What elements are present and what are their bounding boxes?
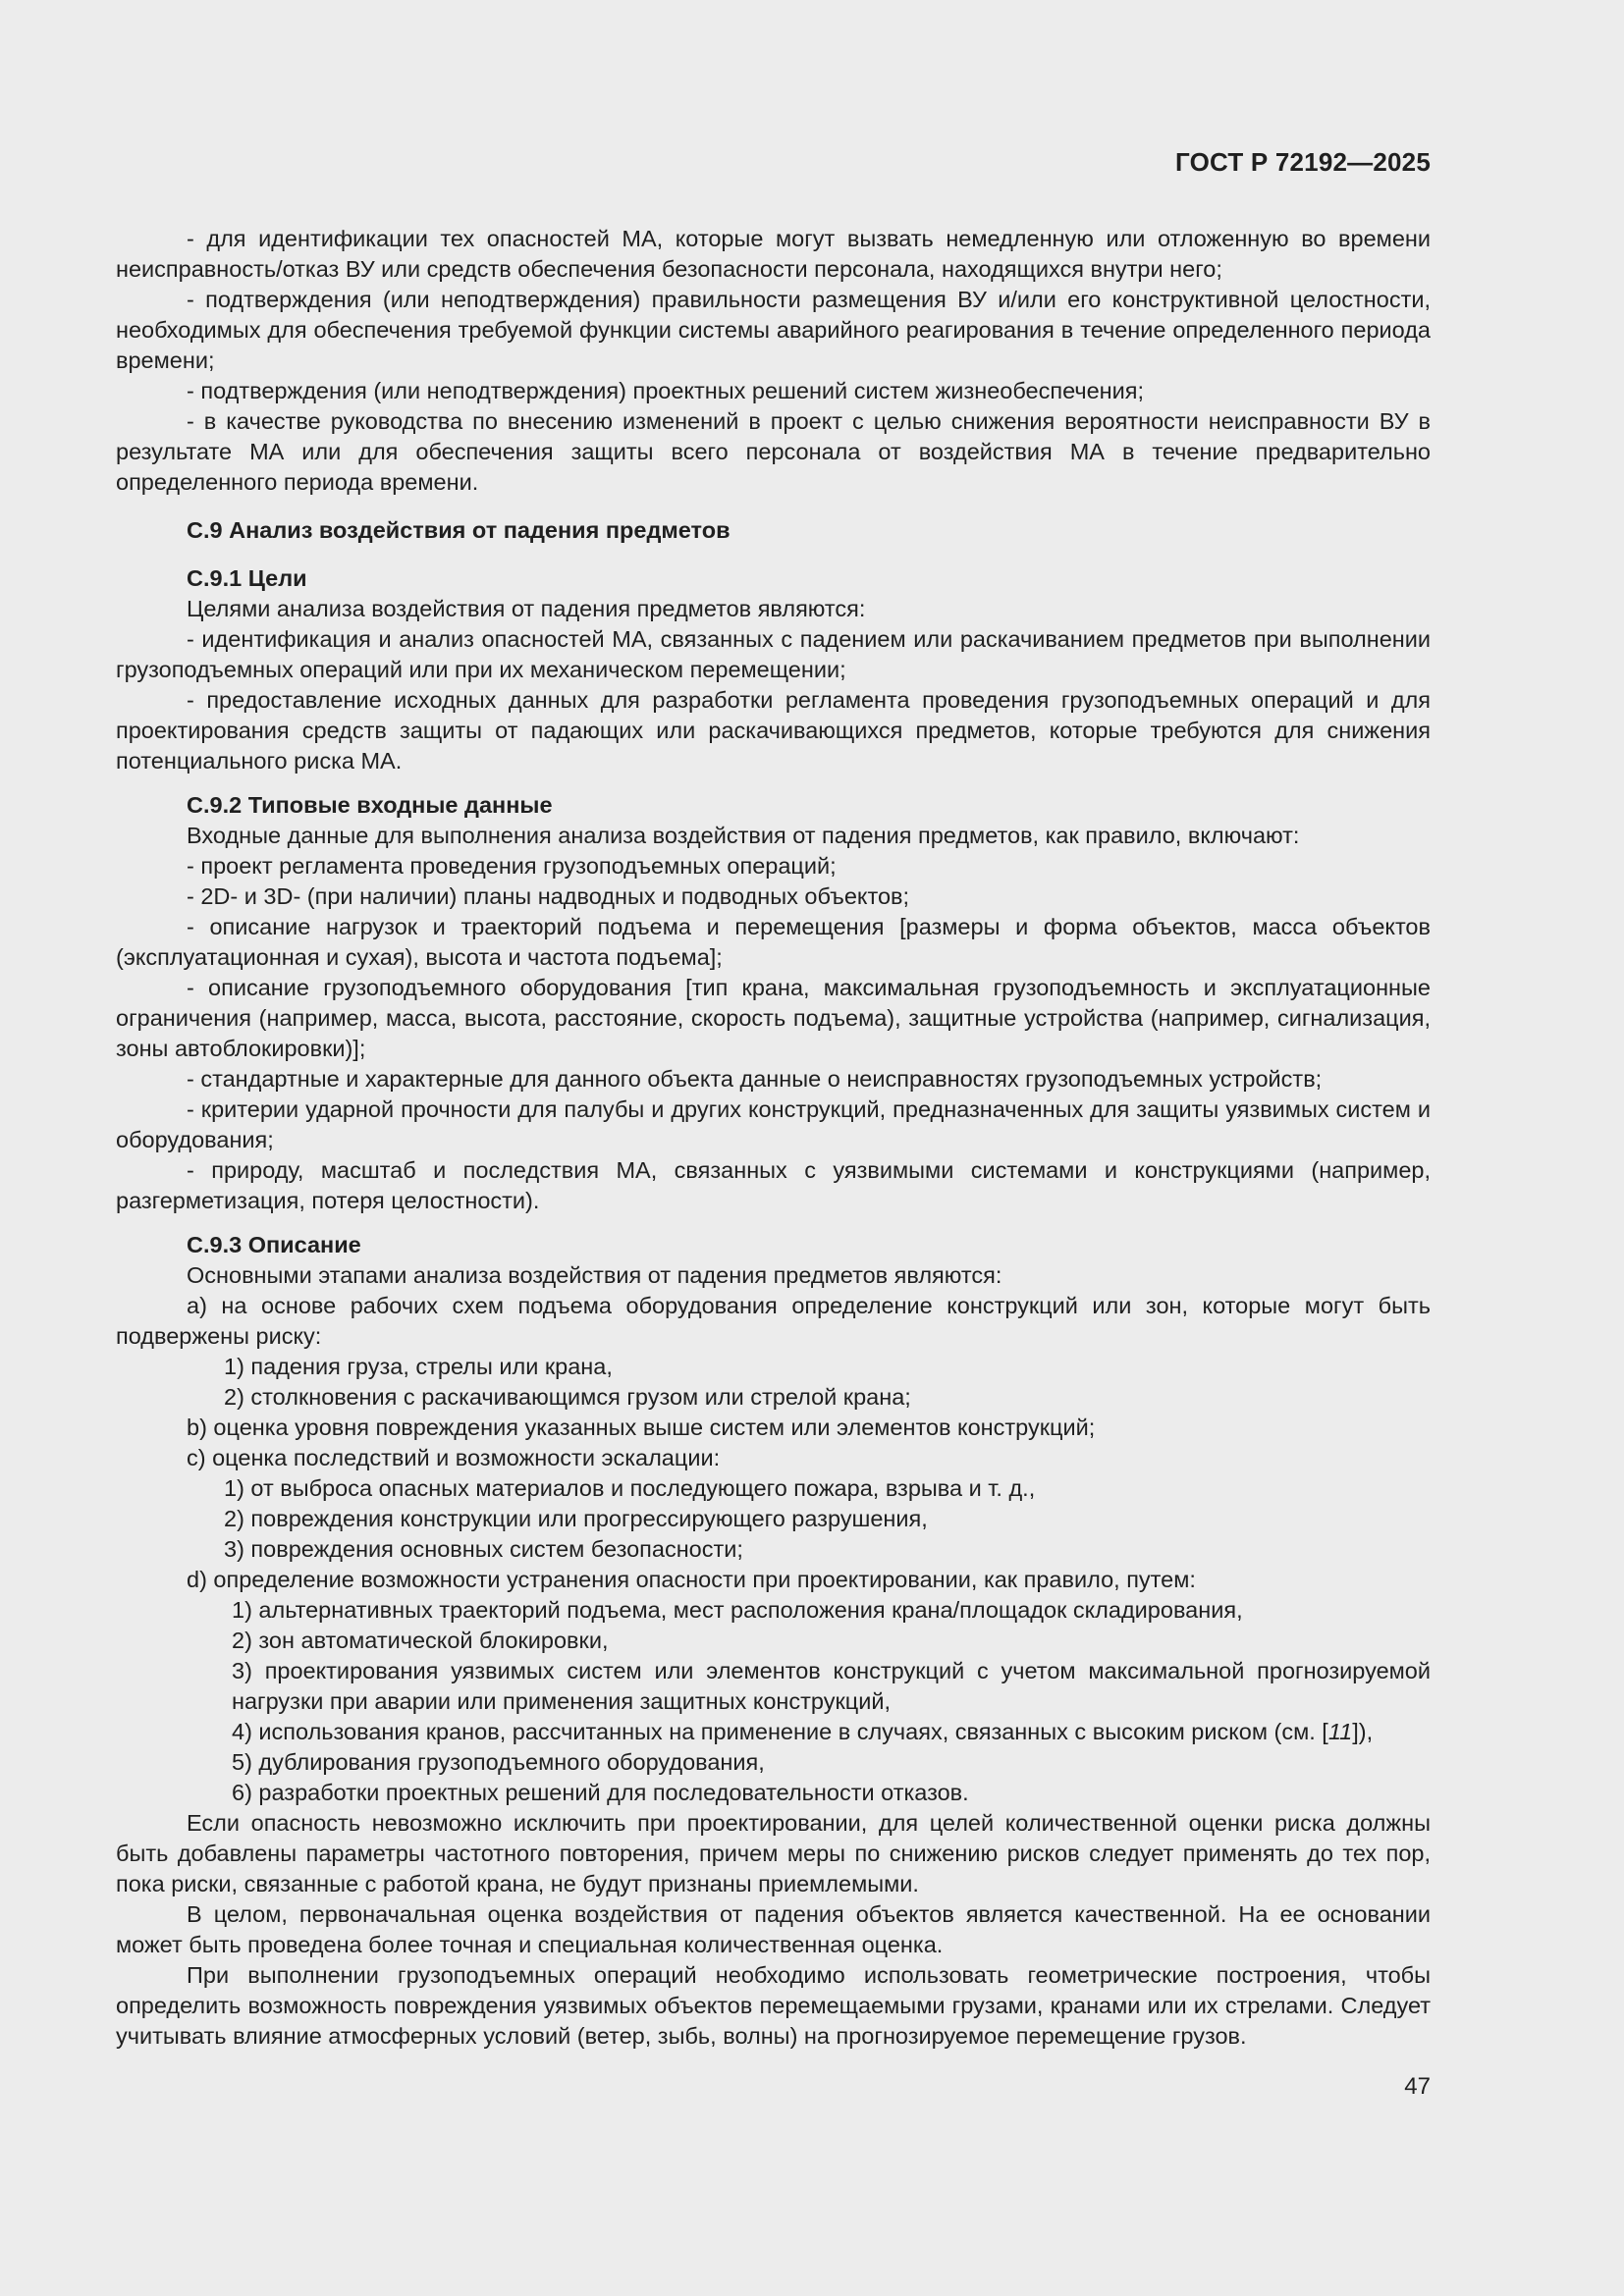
c93-step-c: с) оценка последствий и возможности эскалации: [187, 1445, 721, 1470]
c92-list-item: - критерии ударной прочности для палубы и других конструкций, предназначенных для защиты уязвимых систем и оборудования; [116, 1096, 1431, 1152]
document-code: ГОСТ Р 72192—2025 [1175, 147, 1431, 177]
c93-step-c-subitem: 1) от выброса опасных материалов и последующего пожара, взрыва и т. д., [224, 1475, 1036, 1501]
intro-list-item: - подтверждения (или неподтверждения) правильности размещения ВУ и/или его конструктивной целостности, необходимых для обеспечения требуемой функции системы аварийного реагирования в течение определенного периода времени; [116, 287, 1431, 373]
intro-list-item: - подтверждения (или неподтверждения) проектных решений систем жизнеобеспечения; [187, 378, 1145, 403]
c93-lead: Основными этапами анализа воздействия от падения предметов являются: [187, 1262, 1002, 1288]
c92-list-item: - стандартные и характерные для данного объекта данные о неисправностях грузоподъемных устройств; [187, 1066, 1323, 1092]
c93-step-d-subitem-4 [116, 1717, 1431, 1747]
c92-list-item: - описание грузоподъемного оборудования [тип крана, максимальная грузоподъемность и эксплуатационные ограничения (например, масса, высота, расстояние, скорость подъема), защитные устройства (например, сигнализация, зоны автоблокировки)]; [116, 975, 1431, 1061]
c92-list-item: - природу, масштаб и последствия МА, связанных с уязвимыми системами и конструкциями (например, разгерметизация, потеря целостности). [116, 1157, 1431, 1213]
page-body [116, 224, 1431, 2052]
c92-list-item: - 2D- и 3D- (при наличии) планы надводных и подводных объектов; [187, 883, 910, 909]
c93-step-a: а) на основе рабочих схем подъема оборудования определение конструкций или зон, которые могут быть подвержены риску: [116, 1293, 1431, 1349]
intro-list-item: - в качестве руководства по внесению изменений в проект с целью снижения вероятности неисправности ВУ в результате МА или для обеспечения защиты всего персонала от воздействия МА в течение предварительно определенного периода времени. [116, 408, 1431, 495]
d4-text-end: ]), [1352, 1719, 1374, 1744]
c91-list-item: - идентификация и анализ опасностей МА, связанных с падением или раскачиванием предметов при выполнении грузоподъемных операций или при их механическом перемещении; [116, 626, 1431, 682]
c93-step-a-subitem: 1) падения груза, стрелы или крана, [224, 1354, 613, 1379]
section-heading-c91: С.9.1 Цели [187, 565, 307, 591]
section-heading-c92: С.9.2 Типовые входные данные [187, 792, 553, 818]
c93-step-c-subitem: 2) повреждения конструкции или прогрессирующего разрушения, [224, 1506, 928, 1531]
page-number: 47 [1404, 2073, 1431, 2100]
section-heading-c93: С.9.3 Описание [187, 1232, 361, 1257]
c93-step-d-subitem: 3) проектирования уязвимых систем или элементов конструкций с учетом максимальной прогнозируемой нагрузки при аварии или применения защитных конструкций, [232, 1658, 1431, 1714]
bibliography-reference[interactable]: 11 [1327, 1719, 1353, 1744]
c92-list-item: - описание нагрузок и траекторий подъема и перемещения [размеры и форма объектов, масса объектов (эксплуатационная и сухая), высота и частота подъема]; [116, 914, 1431, 970]
c93-step-c-subitem: 3) повреждения основных систем безопасности; [224, 1536, 743, 1562]
c93-paragraph: При выполнении грузоподъемных операций необходимо использовать геометрические построения, чтобы определить возможность повреждения уязвимых объектов перемещаемыми грузами, кранами или их стрелами. Следует учитывать влияние атмосферных условий (ветер, зыбь, волны) на прогнозируемое перемещение грузов. [116, 1962, 1431, 2049]
c93-step-a-subitem: 2) столкновения с раскачивающимся грузом или стрелой крана; [224, 1384, 911, 1410]
c93-step-b: b) оценка уровня повреждения указанных выше систем или элементов конструкций; [187, 1415, 1096, 1440]
c92-lead: Входные данные для выполнения анализа воздействия от падения предметов, как правило, включают: [187, 823, 1300, 848]
section-heading-c9: С.9 Анализ воздействия от падения предметов [187, 517, 731, 543]
c93-step-d-subitem: 2) зон автоматической блокировки, [232, 1628, 609, 1653]
d4-text-start: 4) использования кранов, рассчитанных на применение в случаях, связанных с высоким риском (см. [ [232, 1719, 1328, 1744]
c93-paragraph: Если опасность невозможно исключить при проектировании, для целей количественной оценки риска должны быть добавлены параметры частотного повторения, причем меры по снижению рисков следует применять до тех пор, пока риски, связанные с работой крана, не будут признаны приемлемыми. [116, 1810, 1431, 1896]
c93-step-d-subitem: 6) разработки проектных решений для последовательности отказов. [232, 1780, 969, 1805]
c91-list-item: - предоставление исходных данных для разработки регламента проведения грузоподъемных операций и для проектирования средств защиты от падающих или раскачивающихся предметов, которые требуются для снижения потенциального риска МА. [116, 687, 1431, 774]
c93-step-d: d) определение возможности устранения опасности при проектировании, как правило, путем: [187, 1567, 1196, 1592]
c93-paragraph: В целом, первоначальная оценка воздействия от падения объектов является качественной. На ее основании может быть проведена более точная и специальная количественная оценка. [116, 1901, 1431, 1957]
c93-step-d-subitem: 1) альтернативных траекторий подъема, мест расположения крана/площадок складирования, [232, 1597, 1243, 1623]
intro-list-item: - для идентификации тех опасностей МА, которые могут вызвать немедленную или отложенную во времени неисправность/отказ ВУ или средств обеспечения безопасности персонала, находящихся внутри него; [116, 226, 1431, 282]
c92-list-item: - проект регламента проведения грузоподъемных операций; [187, 853, 837, 879]
c93-step-d-subitem: 5) дублирования грузоподъемного оборудования, [232, 1749, 765, 1775]
c91-lead: Целями анализа воздействия от падения предметов являются: [187, 596, 866, 621]
